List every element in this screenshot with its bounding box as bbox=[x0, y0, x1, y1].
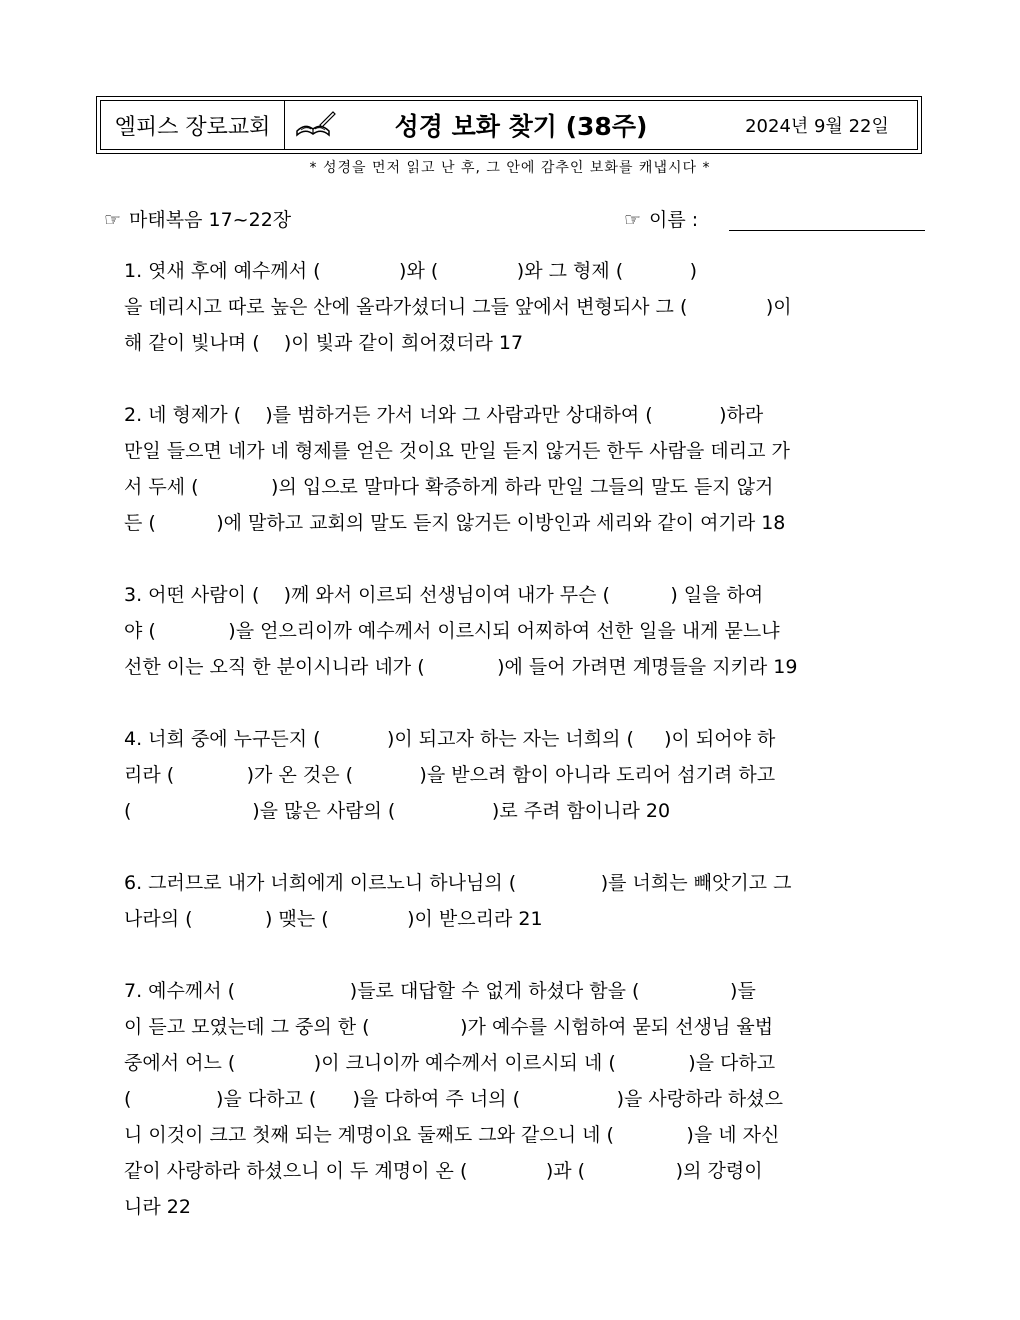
instruction-subtitle: * 성경을 먼저 읽고 난 후, 그 안에 감추인 보화를 캐냅시다 * bbox=[309, 160, 711, 176]
header-inner-border bbox=[100, 100, 918, 150]
scripture-scope bbox=[104, 205, 291, 232]
question-line: 같이 사랑하라 하셨으니 이 두 계명이 온 ( )과 ( )의 강령이 bbox=[124, 1160, 763, 1182]
question-line: 서 두세 ( )의 입으로 말마다 확증하게 하라 만일 그들의 말도 듣지 않거 bbox=[124, 476, 774, 498]
question-line: 1. 엿새 후에 예수께서 ( )와 ( )와 그 형제 ( ) bbox=[124, 260, 697, 282]
question-line: 3. 어떤 사람이 ( )께 와서 이르되 선생님이여 내가 무슨 ( ) 일을 하여 bbox=[124, 584, 764, 606]
question-line: 2. 네 형제가 ( )를 범하거든 가서 너와 그 사람과만 상대하여 ( )하라 bbox=[124, 404, 764, 426]
question-line: 중에서 어느 ( )이 크니이까 예수께서 이르시되 네 ( )을 다하고 bbox=[124, 1052, 776, 1074]
question-line: 리라 ( )가 온 것은 ( )을 받으려 함이 아니라 도리어 섬기려 하고 bbox=[124, 764, 776, 786]
question-line: 선한 이는 오직 한 분이시니라 네가 ( )에 들어 가려면 계명들을 지키라 19 bbox=[124, 656, 798, 678]
pointing-hand-icon: ☞ bbox=[104, 209, 122, 231]
question-line: 나라의 ( ) 맺는 ( )이 받으리라 21 bbox=[124, 908, 543, 930]
pointing-hand-icon: ☞ bbox=[624, 209, 642, 231]
header-box bbox=[96, 96, 922, 154]
church-name: 엘피스 장로교회 bbox=[101, 101, 285, 149]
worksheet-title: 성경 보화 찾기 (38주) bbox=[394, 112, 648, 141]
question-line: ( )을 많은 사람의 ( )로 주려 함이니라 20 bbox=[124, 800, 671, 822]
book-quill-icon bbox=[285, 101, 345, 149]
question-line: 7. 예수께서 ( )들로 대답할 수 없게 하셨다 함을 ( )들 bbox=[124, 980, 756, 1002]
scope-text: 마태복음 17~22장 bbox=[129, 209, 292, 231]
question-line: 니라 22 bbox=[124, 1196, 191, 1218]
question-line: 이 듣고 모였는데 그 중의 한 ( )가 예수를 시험하여 묻되 선생님 율법 bbox=[124, 1016, 774, 1038]
question-line: 6. 그러므로 내가 너희에게 이르노니 하나님의 ( )를 너희는 빼앗기고 그 bbox=[124, 872, 792, 894]
name-label: 이름 : bbox=[649, 209, 699, 231]
name-blank-line[interactable] bbox=[729, 230, 925, 231]
question-line: 든 ( )에 말하고 교회의 말도 듣지 않거든 이방인과 세리와 같이 여기라 18 bbox=[124, 512, 786, 534]
question-line: ( )을 다하고 ( )을 다하여 주 너의 ( )을 사랑하라 하셨으 bbox=[124, 1088, 783, 1110]
question-line: 4. 너희 중에 누구든지 ( )이 되고자 하는 자는 너희의 ( )이 되어야 하 bbox=[124, 728, 776, 750]
name-field bbox=[624, 205, 698, 232]
question-line: 니 이것이 크고 첫째 되는 계명이요 둘째도 그와 같으니 네 ( )을 네 자신 bbox=[124, 1124, 780, 1146]
question-line: 을 데리시고 따로 높은 산에 올라가셨더니 그들 앞에서 변형되사 그 ( )이 bbox=[124, 296, 792, 318]
question-line: 야 ( )을 얻으리이까 예수께서 이르시되 어찌하여 선한 일을 내게 묻느냐 bbox=[124, 620, 780, 642]
question-line: 해 같이 빛나며 ( )이 빛과 같이 희어졌더라 17 bbox=[124, 332, 524, 354]
question-line: 만일 들으면 네가 네 형제를 얻은 것이요 만일 듣지 않거든 한두 사람을 데리고 가 bbox=[124, 440, 790, 462]
date-label: 2024년 9월 22일 bbox=[745, 116, 889, 137]
